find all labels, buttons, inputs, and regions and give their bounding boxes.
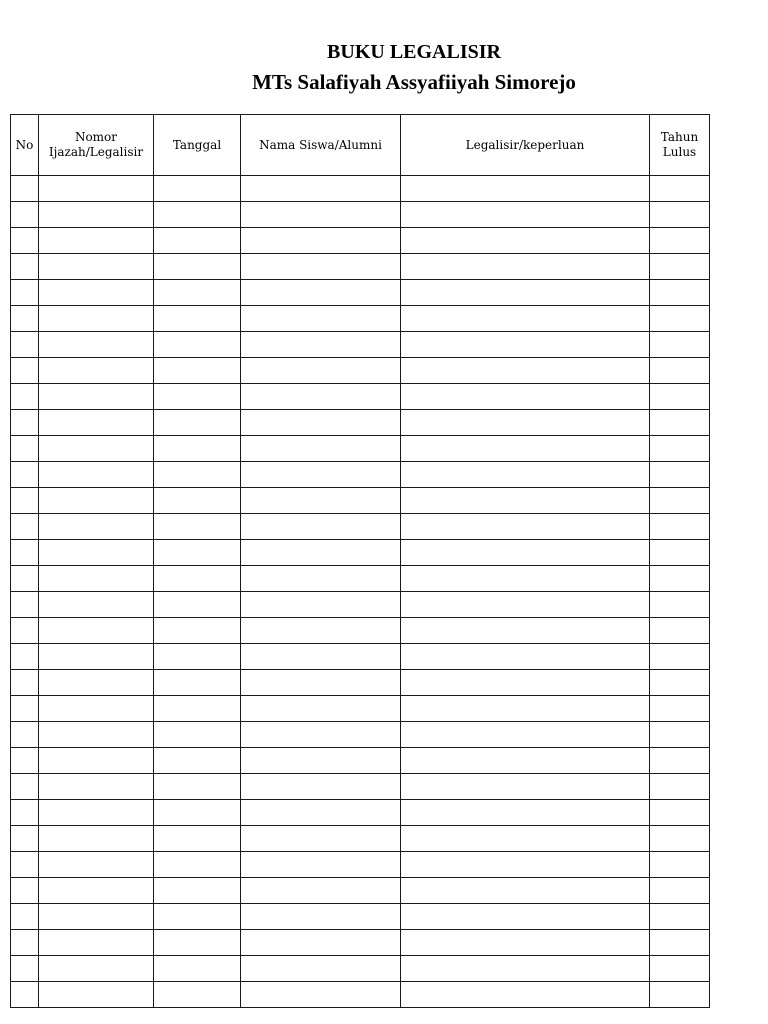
table-cell bbox=[650, 670, 710, 696]
table-cell bbox=[39, 696, 154, 722]
table-cell bbox=[39, 592, 154, 618]
table-cell bbox=[401, 904, 650, 930]
table-cell bbox=[241, 436, 401, 462]
table-cell bbox=[39, 800, 154, 826]
table-cell bbox=[154, 176, 241, 202]
table-cell bbox=[11, 930, 39, 956]
table-cell bbox=[154, 384, 241, 410]
table-row bbox=[11, 982, 710, 1008]
table-cell bbox=[241, 852, 401, 878]
table-cell bbox=[11, 592, 39, 618]
table-cell bbox=[39, 514, 154, 540]
table-cell bbox=[154, 748, 241, 774]
table-cell bbox=[241, 280, 401, 306]
table-cell bbox=[39, 202, 154, 228]
table-cell bbox=[154, 644, 241, 670]
table-cell bbox=[154, 774, 241, 800]
table-row bbox=[11, 930, 710, 956]
table-cell bbox=[11, 228, 39, 254]
table-cell bbox=[241, 800, 401, 826]
table-cell bbox=[650, 774, 710, 800]
table-row bbox=[11, 332, 710, 358]
table-cell bbox=[650, 436, 710, 462]
table-cell bbox=[650, 930, 710, 956]
table-row bbox=[11, 878, 710, 904]
table-cell bbox=[39, 878, 154, 904]
table-cell bbox=[154, 228, 241, 254]
table-row bbox=[11, 306, 710, 332]
table-cell bbox=[241, 176, 401, 202]
table-row bbox=[11, 280, 710, 306]
table-cell bbox=[39, 462, 154, 488]
table-cell bbox=[650, 644, 710, 670]
table-cell bbox=[241, 826, 401, 852]
table-cell bbox=[401, 956, 650, 982]
table-cell bbox=[650, 800, 710, 826]
table-cell bbox=[39, 280, 154, 306]
table-cell bbox=[154, 592, 241, 618]
table-cell bbox=[241, 254, 401, 280]
table-cell bbox=[241, 618, 401, 644]
table-cell bbox=[401, 254, 650, 280]
table-cell bbox=[154, 358, 241, 384]
table-cell bbox=[39, 358, 154, 384]
table-cell bbox=[241, 774, 401, 800]
table-cell bbox=[154, 462, 241, 488]
table-cell bbox=[39, 436, 154, 462]
table-cell bbox=[241, 696, 401, 722]
table-cell bbox=[11, 670, 39, 696]
table-cell bbox=[241, 488, 401, 514]
table-row bbox=[11, 644, 710, 670]
table-cell bbox=[241, 566, 401, 592]
table-cell bbox=[154, 540, 241, 566]
table-cell bbox=[401, 358, 650, 384]
table-cell bbox=[241, 384, 401, 410]
table-cell bbox=[401, 930, 650, 956]
table-cell bbox=[401, 462, 650, 488]
table-cell bbox=[241, 722, 401, 748]
table-cell bbox=[39, 540, 154, 566]
table-cell bbox=[241, 930, 401, 956]
table-cell bbox=[241, 202, 401, 228]
table-cell bbox=[401, 306, 650, 332]
table-cell bbox=[650, 514, 710, 540]
table-cell bbox=[39, 332, 154, 358]
table-cell bbox=[39, 254, 154, 280]
table-cell bbox=[11, 566, 39, 592]
table-row bbox=[11, 462, 710, 488]
table-cell bbox=[154, 306, 241, 332]
table-cell bbox=[39, 904, 154, 930]
table-cell bbox=[11, 852, 39, 878]
table-cell bbox=[650, 228, 710, 254]
table-cell bbox=[650, 202, 710, 228]
table-cell bbox=[39, 618, 154, 644]
table-cell bbox=[650, 826, 710, 852]
table-cell bbox=[39, 826, 154, 852]
table-row bbox=[11, 228, 710, 254]
table-cell bbox=[401, 488, 650, 514]
table-cell bbox=[154, 982, 241, 1008]
table-cell bbox=[401, 514, 650, 540]
table-cell bbox=[11, 176, 39, 202]
table-cell bbox=[11, 982, 39, 1008]
table-cell bbox=[650, 956, 710, 982]
table-cell bbox=[11, 644, 39, 670]
table-cell bbox=[39, 384, 154, 410]
table-cell bbox=[241, 358, 401, 384]
table-cell bbox=[11, 410, 39, 436]
table-cell bbox=[401, 202, 650, 228]
table-cell bbox=[11, 306, 39, 332]
table-cell bbox=[241, 670, 401, 696]
table-cell bbox=[650, 332, 710, 358]
table-cell bbox=[11, 202, 39, 228]
table-cell bbox=[650, 618, 710, 644]
table-cell bbox=[241, 462, 401, 488]
table-row bbox=[11, 696, 710, 722]
table-cell bbox=[11, 358, 39, 384]
table-cell bbox=[650, 306, 710, 332]
table-cell bbox=[154, 956, 241, 982]
table-body bbox=[11, 176, 710, 1008]
table-cell bbox=[154, 202, 241, 228]
table-cell bbox=[401, 592, 650, 618]
header-tahun-lulus: Tahun Lulus bbox=[650, 115, 710, 176]
table-cell bbox=[11, 696, 39, 722]
table-cell bbox=[401, 176, 650, 202]
table-cell bbox=[650, 982, 710, 1008]
table-cell bbox=[154, 930, 241, 956]
table-row bbox=[11, 410, 710, 436]
table-cell bbox=[11, 436, 39, 462]
table-cell bbox=[650, 176, 710, 202]
header-legalisir-keperluan: Legalisir/keperluan bbox=[401, 115, 650, 176]
table-cell bbox=[401, 722, 650, 748]
table-cell bbox=[241, 540, 401, 566]
table-cell bbox=[401, 332, 650, 358]
table-row bbox=[11, 904, 710, 930]
table-cell bbox=[650, 280, 710, 306]
table-row bbox=[11, 722, 710, 748]
table-cell bbox=[401, 644, 650, 670]
table-row bbox=[11, 514, 710, 540]
table-cell bbox=[401, 436, 650, 462]
table-cell bbox=[39, 930, 154, 956]
table-cell bbox=[401, 384, 650, 410]
table-cell bbox=[650, 722, 710, 748]
table-cell bbox=[11, 878, 39, 904]
table-cell bbox=[241, 904, 401, 930]
table-cell bbox=[154, 670, 241, 696]
table-cell bbox=[39, 956, 154, 982]
table-cell bbox=[39, 566, 154, 592]
table-row bbox=[11, 800, 710, 826]
table-cell bbox=[11, 618, 39, 644]
table-cell bbox=[11, 540, 39, 566]
table-cell bbox=[650, 748, 710, 774]
table-cell bbox=[241, 410, 401, 436]
table-cell bbox=[401, 748, 650, 774]
legalisir-register-table bbox=[10, 114, 710, 1008]
table-row bbox=[11, 358, 710, 384]
table-cell bbox=[11, 488, 39, 514]
table-cell bbox=[39, 228, 154, 254]
table-cell bbox=[401, 670, 650, 696]
table-cell bbox=[241, 982, 401, 1008]
table-cell bbox=[401, 826, 650, 852]
table-cell bbox=[650, 254, 710, 280]
table-row bbox=[11, 748, 710, 774]
table-cell bbox=[401, 540, 650, 566]
table-cell bbox=[39, 982, 154, 1008]
table-cell bbox=[650, 410, 710, 436]
table-row bbox=[11, 176, 710, 202]
table-cell bbox=[650, 852, 710, 878]
table-row bbox=[11, 618, 710, 644]
table-cell bbox=[401, 800, 650, 826]
table-cell bbox=[154, 826, 241, 852]
document-title: BUKU LEGALISIR bbox=[327, 41, 501, 63]
table-cell bbox=[11, 722, 39, 748]
table-cell bbox=[401, 410, 650, 436]
table-cell bbox=[39, 176, 154, 202]
table-cell bbox=[11, 384, 39, 410]
table-cell bbox=[39, 748, 154, 774]
table-cell bbox=[11, 280, 39, 306]
header-nama-siswa: Nama Siswa/Alumni bbox=[241, 115, 401, 176]
table-cell bbox=[154, 878, 241, 904]
table-cell bbox=[241, 592, 401, 618]
table-row bbox=[11, 852, 710, 878]
table-cell bbox=[241, 644, 401, 670]
table-cell bbox=[39, 488, 154, 514]
table-cell bbox=[241, 228, 401, 254]
table-cell bbox=[11, 774, 39, 800]
table-cell bbox=[154, 254, 241, 280]
table-cell bbox=[650, 358, 710, 384]
table-cell bbox=[241, 878, 401, 904]
table-cell bbox=[401, 878, 650, 904]
header-tanggal: Tanggal bbox=[154, 115, 241, 176]
table-row bbox=[11, 956, 710, 982]
table-cell bbox=[154, 410, 241, 436]
table-cell bbox=[11, 748, 39, 774]
table-cell bbox=[401, 618, 650, 644]
header-no: No bbox=[11, 115, 39, 176]
table-cell bbox=[39, 774, 154, 800]
table-cell bbox=[154, 904, 241, 930]
table-cell bbox=[650, 462, 710, 488]
table-cell bbox=[154, 696, 241, 722]
table-cell bbox=[241, 514, 401, 540]
table-cell bbox=[154, 436, 241, 462]
table-cell bbox=[650, 384, 710, 410]
table-cell bbox=[154, 332, 241, 358]
table-cell bbox=[11, 332, 39, 358]
table-cell bbox=[154, 514, 241, 540]
table-cell bbox=[11, 904, 39, 930]
table-cell bbox=[11, 254, 39, 280]
table-cell bbox=[241, 332, 401, 358]
table-cell bbox=[154, 618, 241, 644]
table-cell bbox=[39, 644, 154, 670]
table-cell bbox=[650, 904, 710, 930]
table-cell bbox=[154, 488, 241, 514]
table-row bbox=[11, 488, 710, 514]
table-cell bbox=[11, 956, 39, 982]
table-cell bbox=[39, 410, 154, 436]
table-row bbox=[11, 436, 710, 462]
table-cell bbox=[650, 566, 710, 592]
table-row bbox=[11, 202, 710, 228]
table-cell bbox=[39, 306, 154, 332]
document-subtitle: MTs Salafiyah Assyafiiyah Simorejo bbox=[252, 70, 576, 94]
table-cell bbox=[401, 228, 650, 254]
header-nomor-ijazah: Nomor Ijazah/Legalisir bbox=[39, 115, 154, 176]
table-cell bbox=[11, 462, 39, 488]
table-cell bbox=[401, 696, 650, 722]
table-row bbox=[11, 774, 710, 800]
table-cell bbox=[650, 696, 710, 722]
table-cell bbox=[401, 774, 650, 800]
table-cell bbox=[401, 566, 650, 592]
table-cell bbox=[401, 280, 650, 306]
table-cell bbox=[241, 306, 401, 332]
table-header-row bbox=[11, 115, 710, 176]
table-row bbox=[11, 566, 710, 592]
table-cell bbox=[401, 852, 650, 878]
table-cell bbox=[154, 722, 241, 748]
table-row bbox=[11, 254, 710, 280]
table-row bbox=[11, 592, 710, 618]
table-cell bbox=[650, 540, 710, 566]
table-cell bbox=[11, 514, 39, 540]
table-cell bbox=[11, 800, 39, 826]
table-cell bbox=[650, 592, 710, 618]
table-cell bbox=[154, 280, 241, 306]
table-cell bbox=[241, 748, 401, 774]
table-cell bbox=[39, 852, 154, 878]
table-cell bbox=[650, 878, 710, 904]
table-cell bbox=[154, 566, 241, 592]
table-cell bbox=[154, 800, 241, 826]
table-row bbox=[11, 384, 710, 410]
table-cell bbox=[154, 852, 241, 878]
table-cell bbox=[650, 488, 710, 514]
table-cell bbox=[401, 982, 650, 1008]
table-cell bbox=[241, 956, 401, 982]
table-row bbox=[11, 540, 710, 566]
table-row bbox=[11, 670, 710, 696]
table-cell bbox=[11, 826, 39, 852]
table-cell bbox=[39, 670, 154, 696]
table-cell bbox=[39, 722, 154, 748]
table-row bbox=[11, 826, 710, 852]
